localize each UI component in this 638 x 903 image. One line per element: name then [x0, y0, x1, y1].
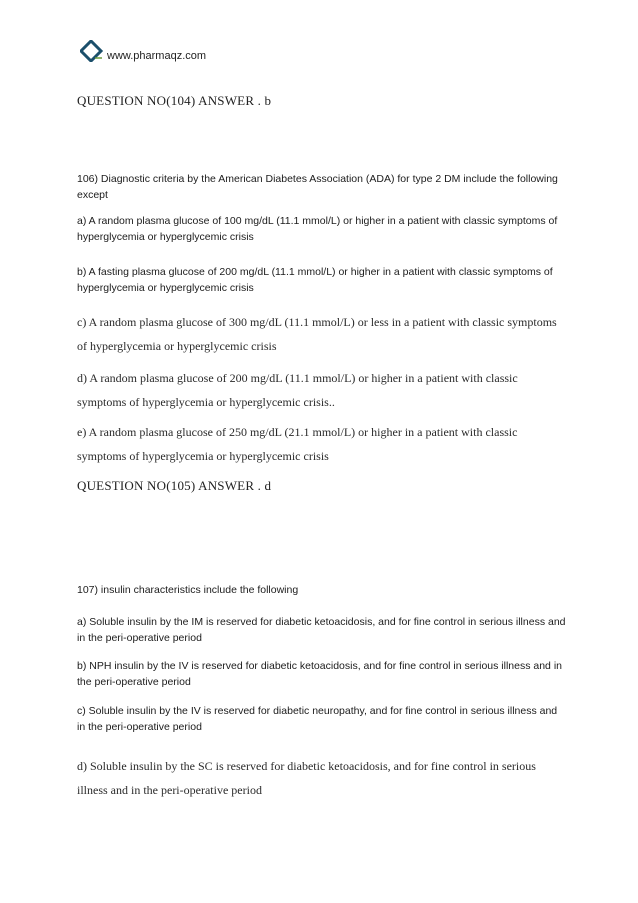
question-107-option-c: c) Soluble insulin by the IV is reserved for diabetic neuropathy, and for fine control in serious illness and in the peri-operative period: [77, 705, 558, 733]
question-107-option-d: d) Soluble insulin by the SC is reserved for diabetic ketoacidosis, and for fine control in serious illness and in the peri-operative period: [77, 759, 536, 797]
question-106-option-e: e) A random plasma glucose of 250 mg/dL (21.1 mmol/L) or higher in a patient with classic symptoms of hyperglycemia or hyperglycemic crisis: [77, 425, 518, 463]
question-106-option-d: d) A random plasma glucose of 200 mg/dL (11.1 mmol/L) or higher in a patient with classic symptoms of hyperglycemia or hyperglycemic crisis..: [77, 371, 518, 409]
pharmaqz-diamond-logo-icon: [80, 40, 104, 62]
answer-q104: QUESTION NO(104) ANSWER . b: [77, 93, 272, 108]
question-107-option-b: b) NPH insulin by the IV is reserved for diabetic ketoacidosis, and for fine control in serious illness and in the peri-operative period: [77, 660, 562, 688]
question-107-option-a: a) Soluble insulin by the IM is reserved for diabetic ketoacidosis, and for fine control in serious illness and in the peri-operative period: [77, 616, 566, 644]
answer-q105: QUESTION NO(105) ANSWER . d: [77, 478, 272, 493]
question-106-option-b: b) A fasting plasma glucose of 200 mg/dL (11.1 mmol/L) or higher in a patient with classic symptoms of hyperglycemia or hyperglycemic crisis: [77, 266, 553, 294]
question-106-option-c: c) A random plasma glucose of 300 mg/dL (11.1 mmol/L) or less in a patient with classic symptoms of hyperglycemia or hyperglycemic crisis: [77, 315, 557, 353]
site-url[interactable]: www.pharmaqz.com: [107, 50, 207, 62]
question-106-stem: 106) Diagnostic criteria by the American Diabetes Association (ADA) for type 2 DM include the following except: [77, 173, 558, 201]
question-106-option-a: a) A random plasma glucose of 100 mg/dL (11.1 mmol/L) or higher in a patient with classic symptoms of hyperglycemia or hyperglycemic crisis: [77, 215, 558, 243]
question-107-stem: 107) insulin characteristics include the following: [77, 584, 299, 596]
